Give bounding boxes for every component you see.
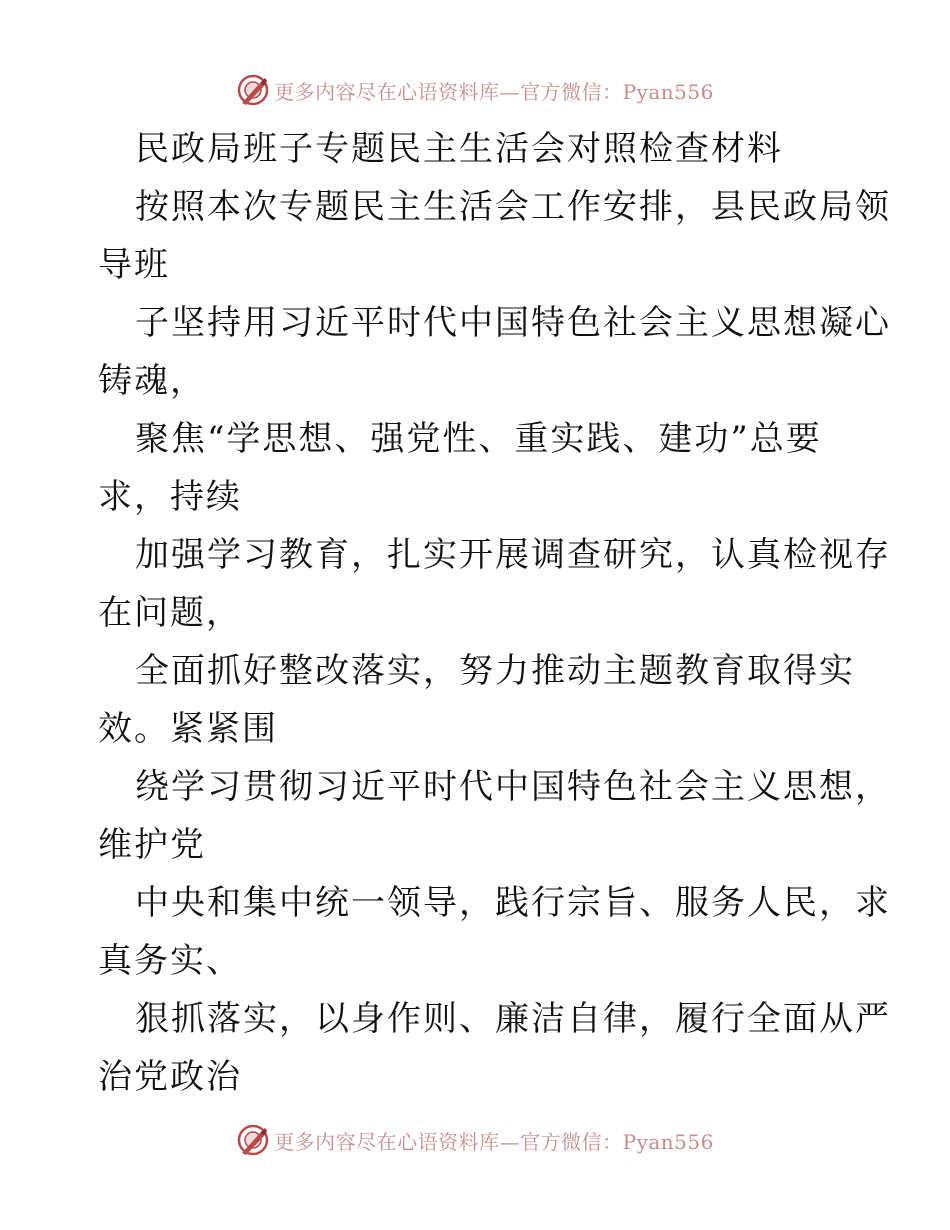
paragraph-line: 中央和集中统一领导，践行宗旨、服务人民，求 [135, 883, 891, 923]
paragraph-line: 在问题， [98, 593, 242, 633]
header-banner-text: 更多内容尽在心语资料库—官方微信：Pyan556 [274, 79, 714, 104]
paragraph-line: 按照本次专题民主生活会工作安排，县民政局领 [135, 187, 891, 227]
paragraph-line: 子坚持用习近平时代中国特色社会主义思想凝心 [135, 303, 891, 343]
document-body [98, 120, 891, 1106]
paragraph-line: 真务实、 [98, 941, 242, 981]
footer-banner-text: 更多内容尽在心语资料库—官方微信：Pyan556 [274, 1129, 714, 1154]
paragraph-line: 聚焦“学思想、强党性、重实践、建功”总要 [135, 419, 822, 459]
paragraph-line: 治党政治 [98, 1057, 242, 1097]
header-banner [0, 70, 950, 110]
pen-logo-icon [236, 1123, 270, 1157]
paragraph-line: 铸魂， [98, 361, 206, 401]
paragraph-line: 全面抓好整改落实，努力推动主题教育取得实 [135, 651, 855, 691]
paragraph-line: 加强学习教育，扎实开展调查研究，认真检视存 [135, 535, 891, 575]
paragraph-line: 导班 [98, 245, 170, 285]
paragraph-line: 求，持续 [98, 477, 242, 517]
document-title: 民政局班子专题民主生活会对照检查材料 [135, 129, 783, 169]
paragraph-line: 狠抓落实，以身作则、廉洁自律，履行全面从严 [135, 999, 891, 1039]
pen-logo-icon [236, 73, 270, 107]
paragraph-line: 绕学习贯彻习近平时代中国特色社会主义思想， [135, 767, 891, 807]
paragraph-line: 维护党 [98, 825, 206, 865]
paragraph-line: 效。紧紧围 [98, 709, 278, 749]
footer-banner [0, 1120, 950, 1160]
